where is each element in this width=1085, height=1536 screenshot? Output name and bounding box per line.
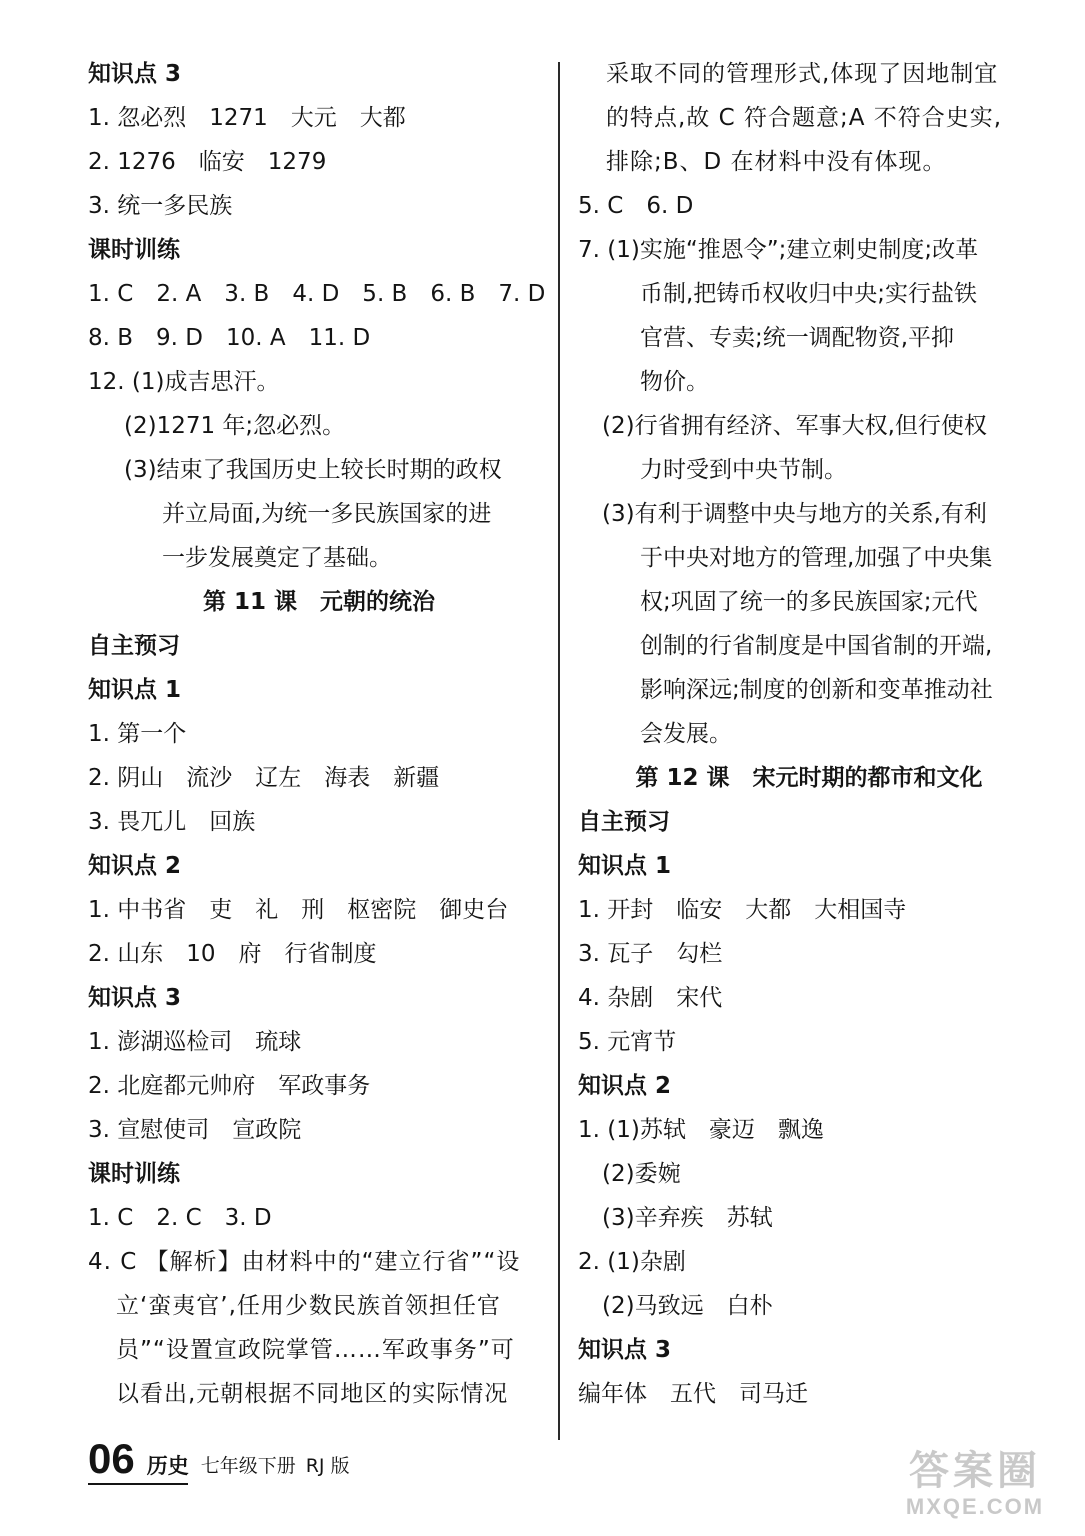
left-column-line: 知识点 1 [88,677,182,703]
left-column-line: 1. 澎湖巡检司 琉球 [88,1029,302,1055]
right-column-line: 创制的行省制度是中国省制的开端, [640,633,993,659]
right-column-line: 5. 元宵节 [578,1029,677,1055]
right-column-line: 5. C 6. D [578,193,694,219]
footer-underline [88,1483,188,1485]
right-column-line: 的特点,故 C 符合题意;A 不符合史实, [606,105,1003,131]
left-column-line: 一步发展奠定了基础。 [162,545,392,571]
grade-label: 七年级下册 [200,1455,296,1477]
left-column-line: 3. 畏兀儿 回族 [88,809,256,835]
right-column-line: 官营、专卖;统一调配物资,平抑 [640,325,955,351]
left-column-line: 课时训练 [88,1161,180,1187]
right-column [578,52,1040,1416]
left-column-line: 4. C 【解析】由材料中的“建立行省”“设 [88,1249,521,1275]
page-footer [88,1430,350,1480]
left-column-line: 并立局面,为统一多民族国家的进 [162,501,492,527]
right-column-line: (3)辛弃疾 苏轼 [602,1205,773,1231]
left-column-line: 课时训练 [88,237,180,263]
right-column-line: 影响深远;制度的创新和变革推动社 [640,677,993,703]
watermark-url: MXQE.COM [905,1494,1045,1519]
left-column-line: 1. C 2. A 3. B 4. D 5. B 6. B 7. D [88,281,546,307]
left-column-line: 知识点 3 [88,61,182,87]
left-column-line: 1. 中书省 吏 礼 刑 枢密院 御史台 [88,897,509,923]
left-column-line: 2. 1276 临安 1279 [88,149,327,175]
left-column-line: 1. 忽必烈 1271 大元 大都 [88,105,406,131]
left-column [88,52,550,1416]
right-column-line: 知识点 3 [578,1337,672,1363]
left-column-line: 员”“设置宣政院掌管……军政事务”可 [116,1337,515,1363]
right-column-line: 自主预习 [578,809,670,835]
left-column-line: 2. 阴山 流沙 辽左 海表 新疆 [88,765,440,791]
page-number: 06 [88,1435,135,1482]
watermark-logo: 答案圈 [909,1447,1041,1494]
right-column-line: 4. 杂剧 宋代 [578,985,723,1011]
right-column-line: 2. (1)杂剧 [578,1249,686,1275]
right-column-line: 1. 开封 临安 大都 大相国寺 [578,897,907,923]
left-column-line: 第 11 课 元朝的统治 [202,589,436,615]
right-column-line: (3)有利于调整中央与地方的关系,有利 [602,501,987,527]
right-column-line: 权;巩固了统一的多民族国家;元代 [640,589,978,615]
left-column-line: 立‘蛮夷官’,任用少数民族首领担任官 [116,1293,501,1319]
right-column-line: 于中央对地方的管理,加强了中央集 [640,545,993,571]
left-column-line: 3. 统一多民族 [88,193,233,219]
right-column-line: 3. 瓦子 勾栏 [578,941,723,967]
right-column-line: 7. (1)实施“推恩令”;建立刺史制度;改革 [578,237,979,263]
left-column-line: 3. 宣慰使司 宣政院 [88,1117,302,1143]
right-column-line: 力时受到中央节制。 [640,457,847,483]
left-column-line: 知识点 3 [88,985,182,1011]
left-column-line: 自主预习 [88,633,180,659]
left-column-line: 以看出,元朝根据不同地区的实际情况 [116,1381,509,1407]
right-column-line: 排除;B、D 在材料中没有体现。 [606,149,947,175]
right-column-line: 知识点 2 [578,1073,672,1099]
left-column-line: 2. 山东 10 府 行省制度 [88,941,377,967]
left-column-line: 1. C 2. C 3. D [88,1205,272,1231]
right-column-line: (2)委婉 [602,1161,681,1187]
right-column-line: 币制,把铸币权收归中央;实行盐铁 [640,281,978,307]
right-column-line: (2)马致远 白朴 [602,1293,773,1319]
left-column-line: 2. 北庭都元帅府 军政事务 [88,1073,371,1099]
left-column-line: 8. B 9. D 10. A 11. D [88,325,371,351]
right-column-line: 会发展。 [640,721,732,747]
edition-label: RJ 版 [305,1455,350,1477]
right-column-line: 1. (1)苏轼 豪迈 飘逸 [578,1117,824,1143]
right-column-line: 采取不同的管理形式,体现了因地制宜 [606,61,999,87]
subject-label: 历史 [146,1454,189,1478]
right-column-line: 编年体 五代 司马迁 [578,1381,808,1407]
right-column-line: 知识点 1 [578,853,672,879]
column-divider [558,62,560,1440]
left-column-line: 12. (1)成吉思汗。 [88,369,280,395]
right-column-line: 第 12 课 宋元时期的都市和文化 [635,765,983,791]
left-column-line: 1. 第一个 [88,721,187,747]
watermark [880,1448,1070,1530]
left-column-line: (2)1271 年;忽必烈。 [124,413,346,439]
left-column-line: (3)结束了我国历史上较长时期的政权 [124,457,502,483]
right-column-line: (2)行省拥有经济、军事大权,但行使权 [602,413,987,439]
left-column-line: 知识点 2 [88,853,182,879]
right-column-line: 物价。 [640,369,709,395]
